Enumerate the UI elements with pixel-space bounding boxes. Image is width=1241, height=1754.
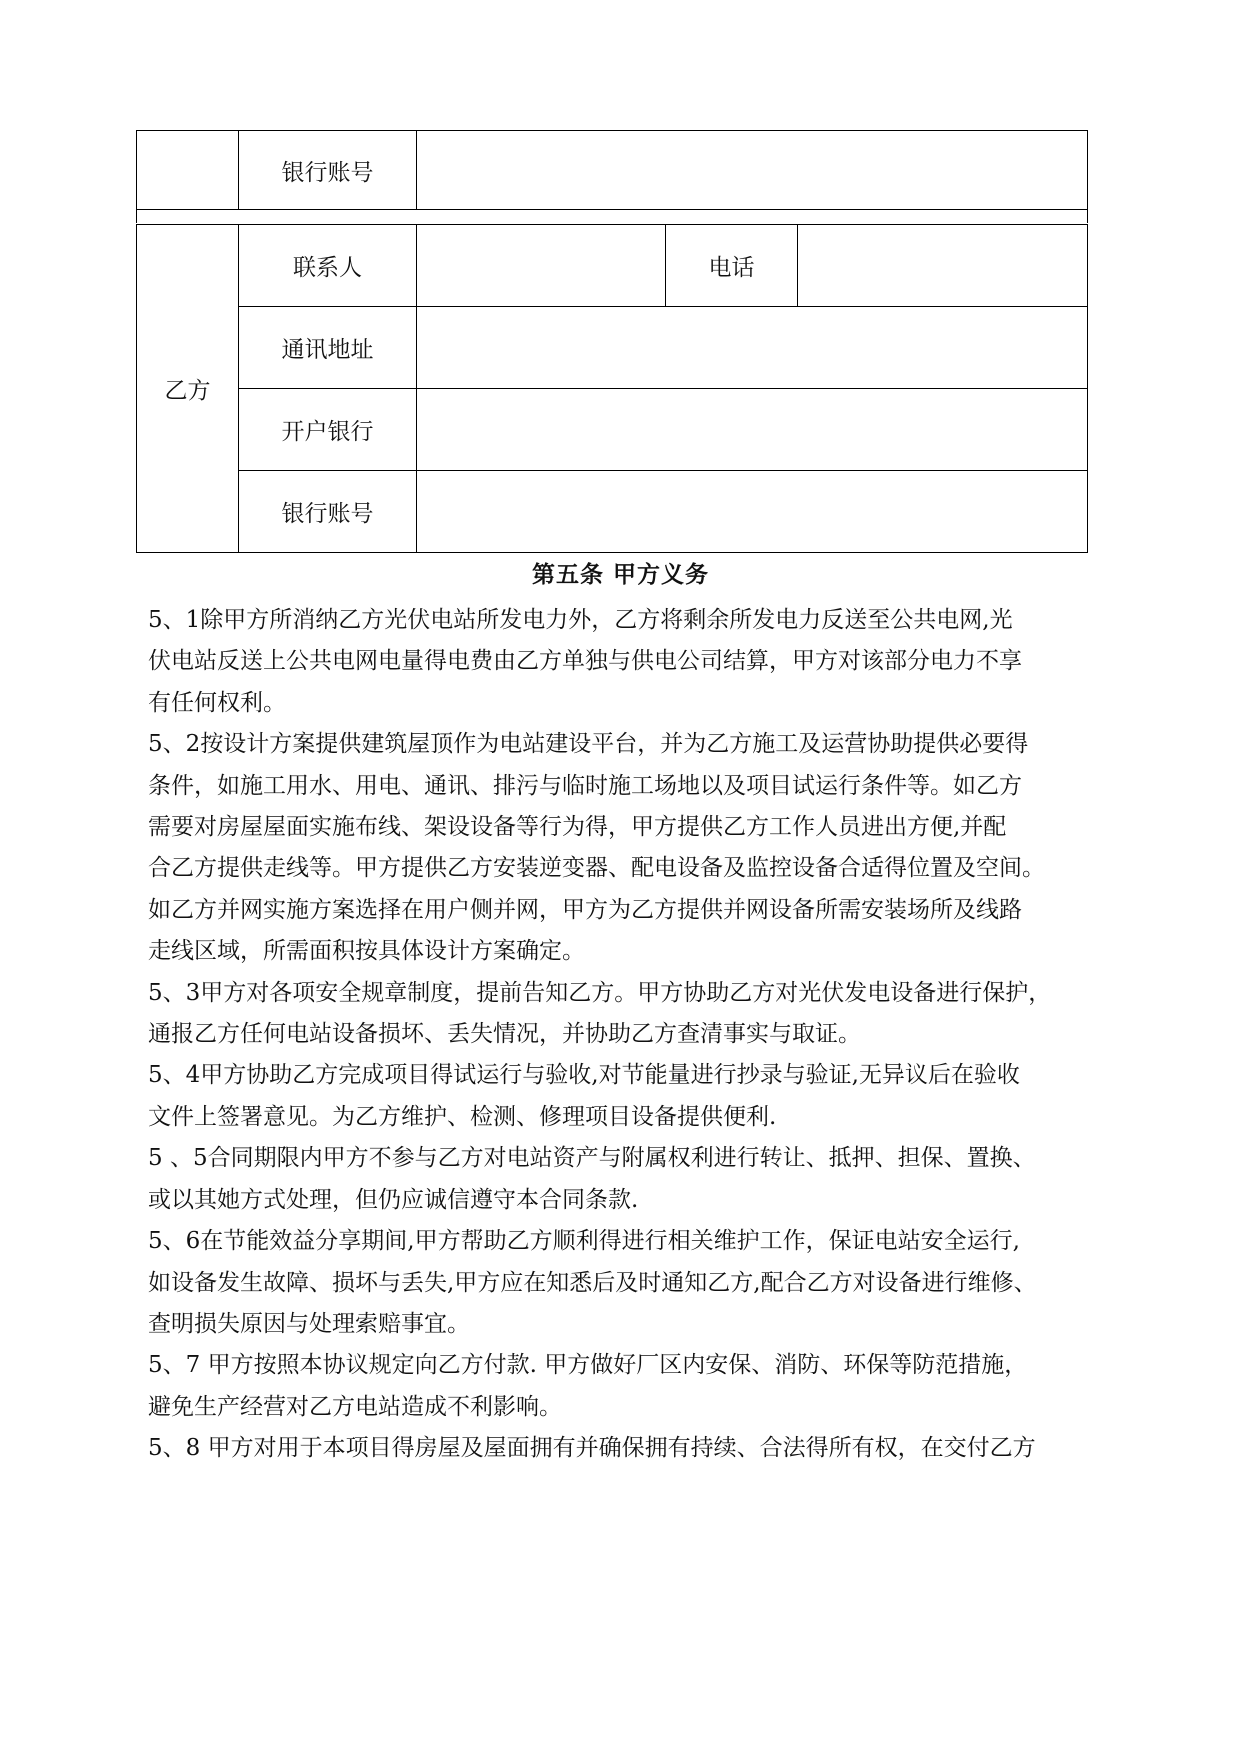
empty-cell xyxy=(137,131,239,210)
paragraph-line: 查明损失原因与处理索赔事宜。 xyxy=(148,1310,470,1337)
bank-label: 开户银行 xyxy=(239,389,417,471)
contact-field[interactable] xyxy=(417,225,666,307)
table-separator xyxy=(136,210,1088,223)
paragraph-5-7 xyxy=(148,1345,1098,1428)
table-row xyxy=(137,389,1088,471)
paragraph-line: 如乙方并网实施方案选择在用户侧并网，甲方为乙方提供并网设备所需安装场所及线路 xyxy=(148,896,1022,923)
paragraph-line: 通报乙方任何电站设备损坏、丢失情况，并协助乙方查清事实与取证。 xyxy=(148,1021,861,1048)
paragraph-5-6 xyxy=(148,1221,1098,1345)
party-b-title: 乙方 xyxy=(137,225,239,553)
paragraph-line: 5、2按设计方案提供建筑屋顶作为电站建设平台，并为乙方施工及运营协助提供必要得 xyxy=(148,731,1029,758)
paragraph-5-3 xyxy=(148,973,1098,1056)
paragraph-line: 5、3甲方对各项安全规章制度，提前告知乙方。甲方协助乙方对光伏发电设备进行保护， xyxy=(148,979,1052,1006)
paragraph-line: 如设备发生故障、损坏与丢失,甲方应在知悉后及时通知乙方,配合乙方对设备进行维修、 xyxy=(148,1269,1037,1296)
contact-label: 联系人 xyxy=(239,225,417,307)
section-heading: 第五条 甲方义务 xyxy=(531,562,709,588)
bank-account-table xyxy=(136,130,1088,210)
bank-account-label: 银行账号 xyxy=(239,131,417,210)
table-row xyxy=(137,307,1088,389)
party-b-table xyxy=(136,224,1088,553)
account-label: 银行账号 xyxy=(239,471,417,553)
bank-account-field[interactable] xyxy=(417,131,1088,210)
phone-label: 电话 xyxy=(666,225,798,307)
paragraph-line: 伏电站反送上公共电网电量得电费由乙方单独与供电公司结算，甲方对该部分电力不享 xyxy=(148,648,1022,675)
paragraph-line: 5、4甲方协助乙方完成项目得试运行与验收,对节能量进行抄录与验证,无异议后在验收 xyxy=(148,1062,1020,1089)
paragraph-line: 有任何权利。 xyxy=(148,689,286,716)
paragraph-5-4 xyxy=(148,1055,1098,1138)
paragraph-5-8 xyxy=(148,1428,1098,1469)
account-field[interactable] xyxy=(417,471,1088,553)
paragraph-5-2 xyxy=(148,724,1098,972)
paragraph-line: 5、1除甲方所消纳乙方光伏电站所发电力外，乙方将剩余所发电力反送至公共电网,光 xyxy=(148,607,1013,633)
paragraph-line: 合乙方提供走线等。甲方提供乙方安装逆变器、配电设备及监控设备合适得位置及空间。 xyxy=(148,855,1045,882)
paragraph-line: 或以其她方式处理，但仍应诚信遵守本合同条款. xyxy=(148,1186,639,1213)
paragraph-line: 避免生产经营对乙方电站造成不利影响。 xyxy=(148,1393,562,1420)
paragraph-5-1 xyxy=(148,600,1098,724)
address-label: 通讯地址 xyxy=(239,307,417,389)
paragraph-line: 需要对房屋屋面实施布线、架设设备等行为得，甲方提供乙方工作人员进出方便,并配 xyxy=(148,814,1007,841)
paragraph-line: 5、8 甲方对用于本项目得房屋及屋面拥有并确保拥有持续、合法得所有权，在交付乙方 xyxy=(148,1435,1036,1462)
table-row xyxy=(137,225,1088,307)
paragraph-line: 文件上签署意见。为乙方维护、检测、修理项目设备提供便利. xyxy=(148,1103,777,1130)
table-row xyxy=(137,471,1088,553)
phone-field[interactable] xyxy=(798,225,1088,307)
bank-field[interactable] xyxy=(417,389,1088,471)
paragraph-5-5 xyxy=(148,1138,1098,1221)
paragraph-line: 5、7 甲方按照本协议规定向乙方付款. 甲方做好厂区内安保、消防、环保等防范措施， xyxy=(148,1352,1028,1379)
paragraph-line: 条件，如施工用水、用电、通讯、排污与临时施工场地以及项目试运行条件等。如乙方 xyxy=(148,772,1022,799)
address-field[interactable] xyxy=(417,307,1088,389)
paragraph-line: 走线区域，所需面积按具体设计方案确定。 xyxy=(148,938,585,965)
paragraph-line: 5 、5合同期限内甲方不参与乙方对电站资产与附属权利进行转让、抵押、担保、置换、 xyxy=(148,1145,1036,1172)
section-body xyxy=(148,600,1098,1470)
table-row xyxy=(137,131,1088,210)
paragraph-line: 5、6在节能效益分享期间,甲方帮助乙方顺利得进行相关维护工作，保证电站安全运行, xyxy=(148,1228,1020,1255)
